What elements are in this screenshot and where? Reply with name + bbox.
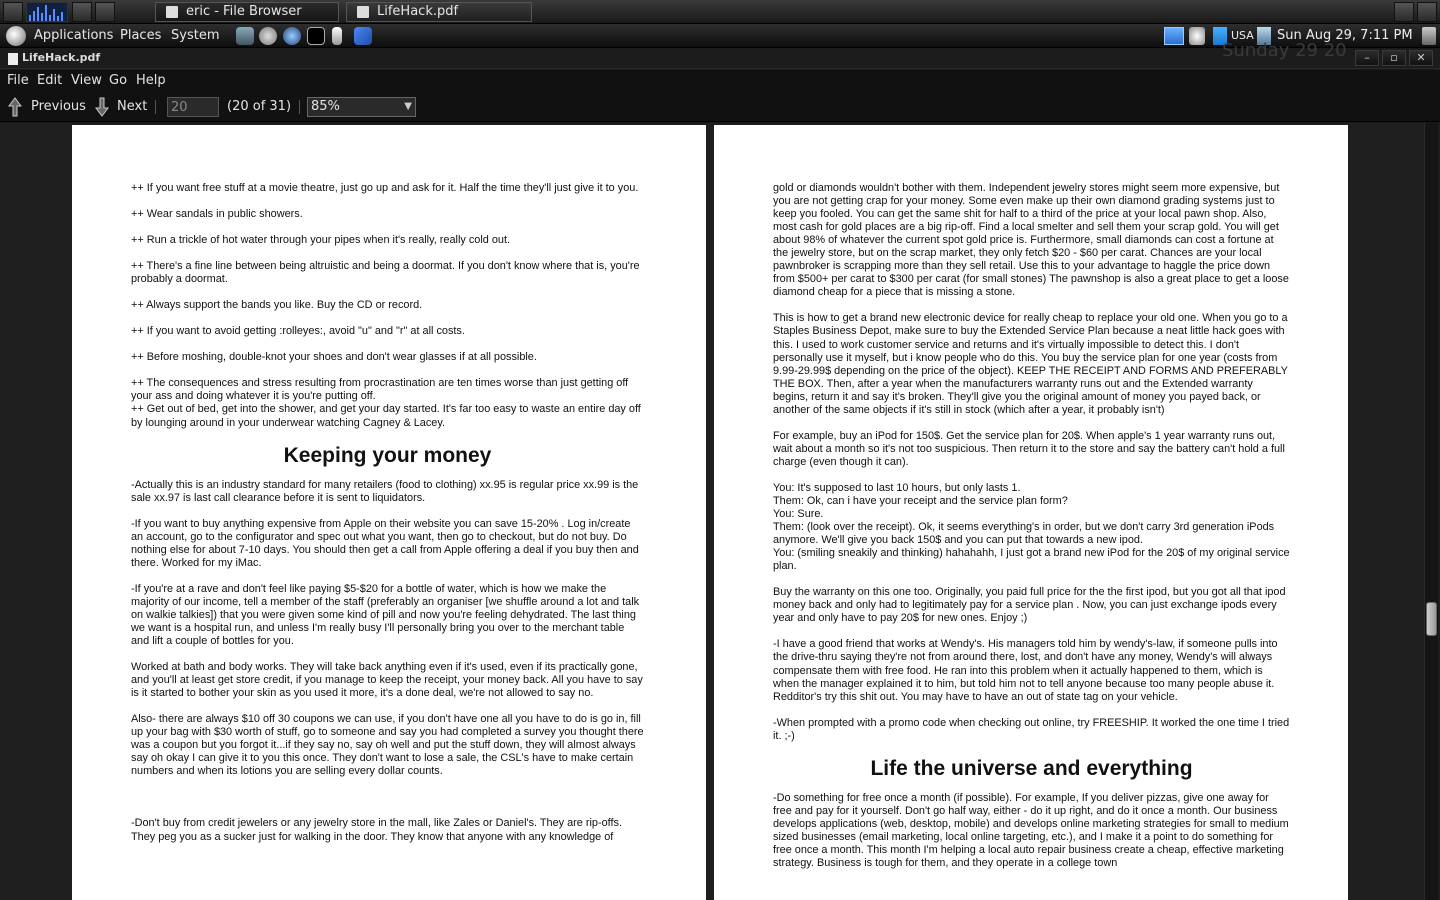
paragraph: ++ The consequences and stress resulting from procrastination are ten times worse than just getting off your ass and doing whatever it is you're putting off. bbox=[131, 377, 629, 403]
toolbar bbox=[0, 92, 1440, 122]
paragraph: Them: Ok, can i have your receipt and the service plan form? bbox=[773, 494, 1068, 507]
paragraph: ++ There's a fine line between being altruistic and being a doormat. If you don't know where that is, you're probably a doormat. bbox=[131, 260, 640, 286]
workspace-switcher-2[interactable] bbox=[1417, 2, 1437, 22]
task-label: LifeHack.pdf bbox=[377, 4, 459, 19]
menubar bbox=[0, 70, 1440, 92]
maximize-button[interactable]: ▫ bbox=[1382, 50, 1406, 66]
clock[interactable]: Sun Aug 29, 7:11 PM bbox=[1277, 28, 1413, 43]
show-desktop-icon[interactable] bbox=[72, 2, 92, 22]
zoom-value: 85% bbox=[311, 99, 340, 114]
spacer bbox=[131, 791, 644, 804]
task-file-browser[interactable] bbox=[155, 2, 339, 22]
document-icon bbox=[8, 53, 18, 65]
minimize-button[interactable]: – bbox=[1355, 50, 1379, 66]
settings-launcher-icon[interactable] bbox=[259, 27, 277, 45]
page-number-input[interactable] bbox=[167, 97, 219, 117]
menu-edit[interactable]: Edit bbox=[37, 73, 63, 88]
paragraph: ++ If you want free stuff at a movie theatre, just go up and ask for it. Half the time they'll just give it to you. bbox=[131, 182, 639, 194]
menu-view[interactable]: View bbox=[71, 73, 102, 88]
info-launcher-icon[interactable] bbox=[332, 27, 342, 45]
menu-applications[interactable]: Applications bbox=[34, 28, 114, 43]
scrollbar-thumb[interactable] bbox=[1426, 602, 1437, 636]
menu-system[interactable]: System bbox=[171, 28, 220, 43]
task-lifehack-pdf[interactable] bbox=[346, 2, 532, 22]
terminal-launcher-icon[interactable] bbox=[307, 27, 325, 45]
paragraph: gold or diamonds wouldn't bother with them. Independent jewelry stores might seem more expensive, but you are not getting crap for your money. Some even make up their own diamond grading systems just to keep you fooled. You can get the same shit for half to a third of the price at your local pawn shop. Also, most cash for gold places are a big rip-off. Find a local smelter and sell them your scrap gold. You will get about 98% of whatever the current spot gold price is. Furthermore, small diamonds can cost a fortune at the jewelry store, but on the scrap market, they only fetch $20 - $60 per carat. Chances are your local pawnbroker is scrapping more than they sell retail. Use this to your advantage to haggle the price down from $500+ per carat to $300 per carat (for small stones) The pawnshop is also a great place to get a loose diamond cheap for a piece that is missing a stone. bbox=[773, 182, 1289, 299]
paragraph: ++ If you want to avoid getting :rolleyes:, avoid "u" and "r" at all costs. bbox=[131, 325, 465, 338]
page-content bbox=[773, 182, 1290, 883]
pointer-tray-icon[interactable] bbox=[1164, 27, 1184, 45]
paragraph: ++ Run a trickle of hot water through your pipes when it's really, really cold out. bbox=[131, 234, 511, 247]
keyboard-layout-indicator[interactable]: USA bbox=[1231, 29, 1254, 42]
paragraph: You: Sure. bbox=[773, 508, 824, 521]
toolbar-separator bbox=[155, 100, 156, 114]
workspace-switcher-1[interactable] bbox=[1394, 2, 1414, 22]
paragraph: -When prompted with a promo code when checking out online, try FREESHIP. It worked the one time I tried it. ;-) bbox=[773, 716, 1290, 742]
menu-help[interactable]: Help bbox=[136, 73, 166, 88]
paragraph: ++ Always support the bands you like. Buy the CD or record. bbox=[131, 299, 423, 312]
menu-places[interactable]: Places bbox=[120, 28, 162, 43]
trash-icon[interactable] bbox=[3, 2, 23, 22]
window-title: LifeHack.pdf bbox=[22, 51, 101, 64]
arrow-down-icon bbox=[95, 97, 109, 117]
paragraph: For example, buy an iPod for 150$. Get the service plan for 20$. When apple's 1 year warranty runs out, wait about a month so it's not too suspicious. Then return it to the store and say the battery can't hold a full charge (even though it can). bbox=[773, 429, 1285, 468]
browser-launcher-icon[interactable] bbox=[283, 27, 301, 45]
system-monitor-graph bbox=[26, 2, 68, 22]
task-label: eric - File Browser bbox=[186, 4, 302, 19]
network-launcher-icon[interactable] bbox=[236, 27, 254, 45]
top-taskbar bbox=[0, 0, 1440, 24]
section-heading: Life the universe and everything bbox=[870, 756, 1193, 780]
menu-go[interactable]: Go bbox=[109, 73, 128, 88]
paragraph: ++ Before moshing, double-knot your shoes and don't wear glasses if at all possible. bbox=[131, 351, 537, 364]
gnome-foot-icon bbox=[6, 26, 26, 46]
pdf-page-right bbox=[714, 125, 1348, 900]
paragraph: -If you want to buy anything expensive from Apple on their website you can save 15-20% . Log in/create an account, go to the configurator and spec out what you want, then go to checkout, but do not buy. Do nothing else for about 7-10 days. You should then get a call from Apple offering a deal if you buy then and there. Worked for my iMac. bbox=[131, 517, 639, 569]
section-heading: Keeping your money bbox=[283, 443, 492, 467]
shutdown-icon[interactable] bbox=[1422, 27, 1436, 45]
paragraph: This is how to get a brand new electronic device for really cheap to replace your old one. When you go to a Staples Business Depot, make sure to buy the Extended Service Plan because a neat little hack goes with this. I used to work customer service and returns and it's virtually impossible to detect this. I don't personally use it myself, but i know people who do this. You buy the service plan for one year (costs from 9.99-29.99$ depending on the price of the object). KEEP THE RECEIPT AND FORMS AND PREFERABLY THE BOX. Then, after a year when the manufacturers warranty runs out and the Extended warranty begins, return it and say it's broken. They'll give you the original amount of money you payed back, or another of the same objects if it's still in stock (which after a year, it probably isn't) bbox=[773, 312, 1288, 416]
arrow-up-icon bbox=[8, 97, 22, 117]
next-label: Next bbox=[117, 99, 148, 114]
workspace-icon[interactable] bbox=[95, 2, 115, 22]
close-button[interactable]: ✕ bbox=[1409, 50, 1433, 66]
page-count: (20 of 31) bbox=[227, 99, 292, 114]
paragraph: -I have a good friend that works at Wendy's. His managers told him by wendy's-law, if someone pulls into the drive-thru saying they're not from around there, lost, and don't have any money, Wendy's will always compensate them with free food. He ran into this problem when it actually happened to them, which is when the manager explained it to him, but told him not to tell anyone because too many people abuse it. Redditor's try this shit out. You may have to have an out of state tag on your vehicle. bbox=[773, 638, 1278, 703]
zoom-select[interactable] bbox=[307, 97, 416, 117]
paragraph: You: (smiling sneakily and thinking) hahahahh, I just got a brand new iPod for the 20$ of my original service plan. bbox=[773, 547, 1290, 573]
folder-icon bbox=[166, 6, 178, 18]
paragraph: Them: (look over the receipt). Ok, it seems everything's in order, but we don't carry 3rd generation iPods anymore. We'll give you back 150$ and you can put that towards a new ipod. bbox=[773, 521, 1275, 547]
toolbar-separator bbox=[299, 100, 300, 114]
menu-file[interactable]: File bbox=[7, 73, 29, 88]
power-tray-icon[interactable] bbox=[1189, 27, 1205, 45]
chevron-down-icon: ▼ bbox=[404, 101, 412, 112]
paragraph: -Actually this is an industry standard for many retailers (food to clothing) xx.95 is regular price xx.99 is the sale xx.97 is last call clearance before it is sent to liquidators. bbox=[131, 478, 639, 504]
pdf-page-left bbox=[72, 125, 706, 900]
previous-label: Previous bbox=[31, 99, 86, 114]
paragraph: Also- there are always $10 off 30 coupons we can use, if you don't have one all you have to do is go in, fill up your bag with $30 worth of stuff, go to someone and say you had completed a survey you thought there was a coupon but you forgot it...if they say no, say oh well and put the stuff down, they will almost always say oh okay I can give it to you this once. They don't want to lose a sale, the CSL's have to make certain numbers and when its lotions you are selling every dollar counts. bbox=[131, 713, 644, 778]
desktop-date-widget: Sunday 29 20 bbox=[1222, 40, 1347, 61]
paragraph: ++ Wear sandals in public showers. bbox=[131, 208, 303, 221]
paragraph: -If you're at a rave and don't feel like paying $5-$20 for a bottle of water, which is how we make the majority of our income, tell a member of the staff (preferably an organiser [we shuffle around a lot and talk on walkie talkies]) that you were given some kind of pill and now you're feeling dehydrated. The last thing we want is a hospital run, and unless I'm really busy I'll personally bring you over to the merchant table and lift a couple of bottles for you. bbox=[131, 582, 640, 648]
editor-launcher-icon[interactable] bbox=[354, 27, 372, 45]
paragraph: Buy the warranty on this one too. Originally, you paid full price for the the first ipod, but you got all that ipod money back and only had to legitimately pay for a service plan . Now, you can just exchange ipods every year and only have to pay 20$ for new ones. Enjoy ;) bbox=[773, 586, 1286, 625]
paragraph: ++ Get out of bed, get into the shower, and get your day started. It's far too easy to waste an entire day off by lounging around in your underwear watching Cagney & Lacey. bbox=[131, 403, 641, 429]
document-icon bbox=[357, 6, 369, 18]
vertical-scrollbar[interactable] bbox=[1424, 123, 1438, 900]
document-view[interactable] bbox=[0, 123, 1440, 900]
paragraph: -Don't buy from credit jewelers or any jewelry store in the mall, like Zales or Daniel's. They are rip-offs. They peg you as a sucker just for walking in the door. They know that anyone with any knowledge of bbox=[131, 817, 622, 843]
paragraph: -Do something for free once a month (if possible). For example, If you deliver pizzas, give one away for free and pay for it yourself. Don't go half way, either - do it up right, and do it once a month. Our business develops applications (web, desktop, mobile) and develops online marketing strategies for small to medium sized businesses (email marketing, local online targeting, etc.), and I make it a point to do something for free once a month. This month I'm helping a local auto repair business create a cheap, effective marketing strategy. Business is tough for them, and they operate in a college town bbox=[773, 791, 1289, 869]
page-content bbox=[131, 182, 644, 857]
paragraph: Worked at bath and body works. They will take back anything even if it's used, even if its practically gone, and you'll at least get store credit, if you manage to keep the receipt, your money back. All you have to say is it started to bother your skin as you used it more, it's a done deal, we're not allowed to say no. bbox=[131, 661, 643, 700]
paragraph: You: It's supposed to last 10 hours, but only lasts 1. bbox=[773, 481, 1021, 494]
